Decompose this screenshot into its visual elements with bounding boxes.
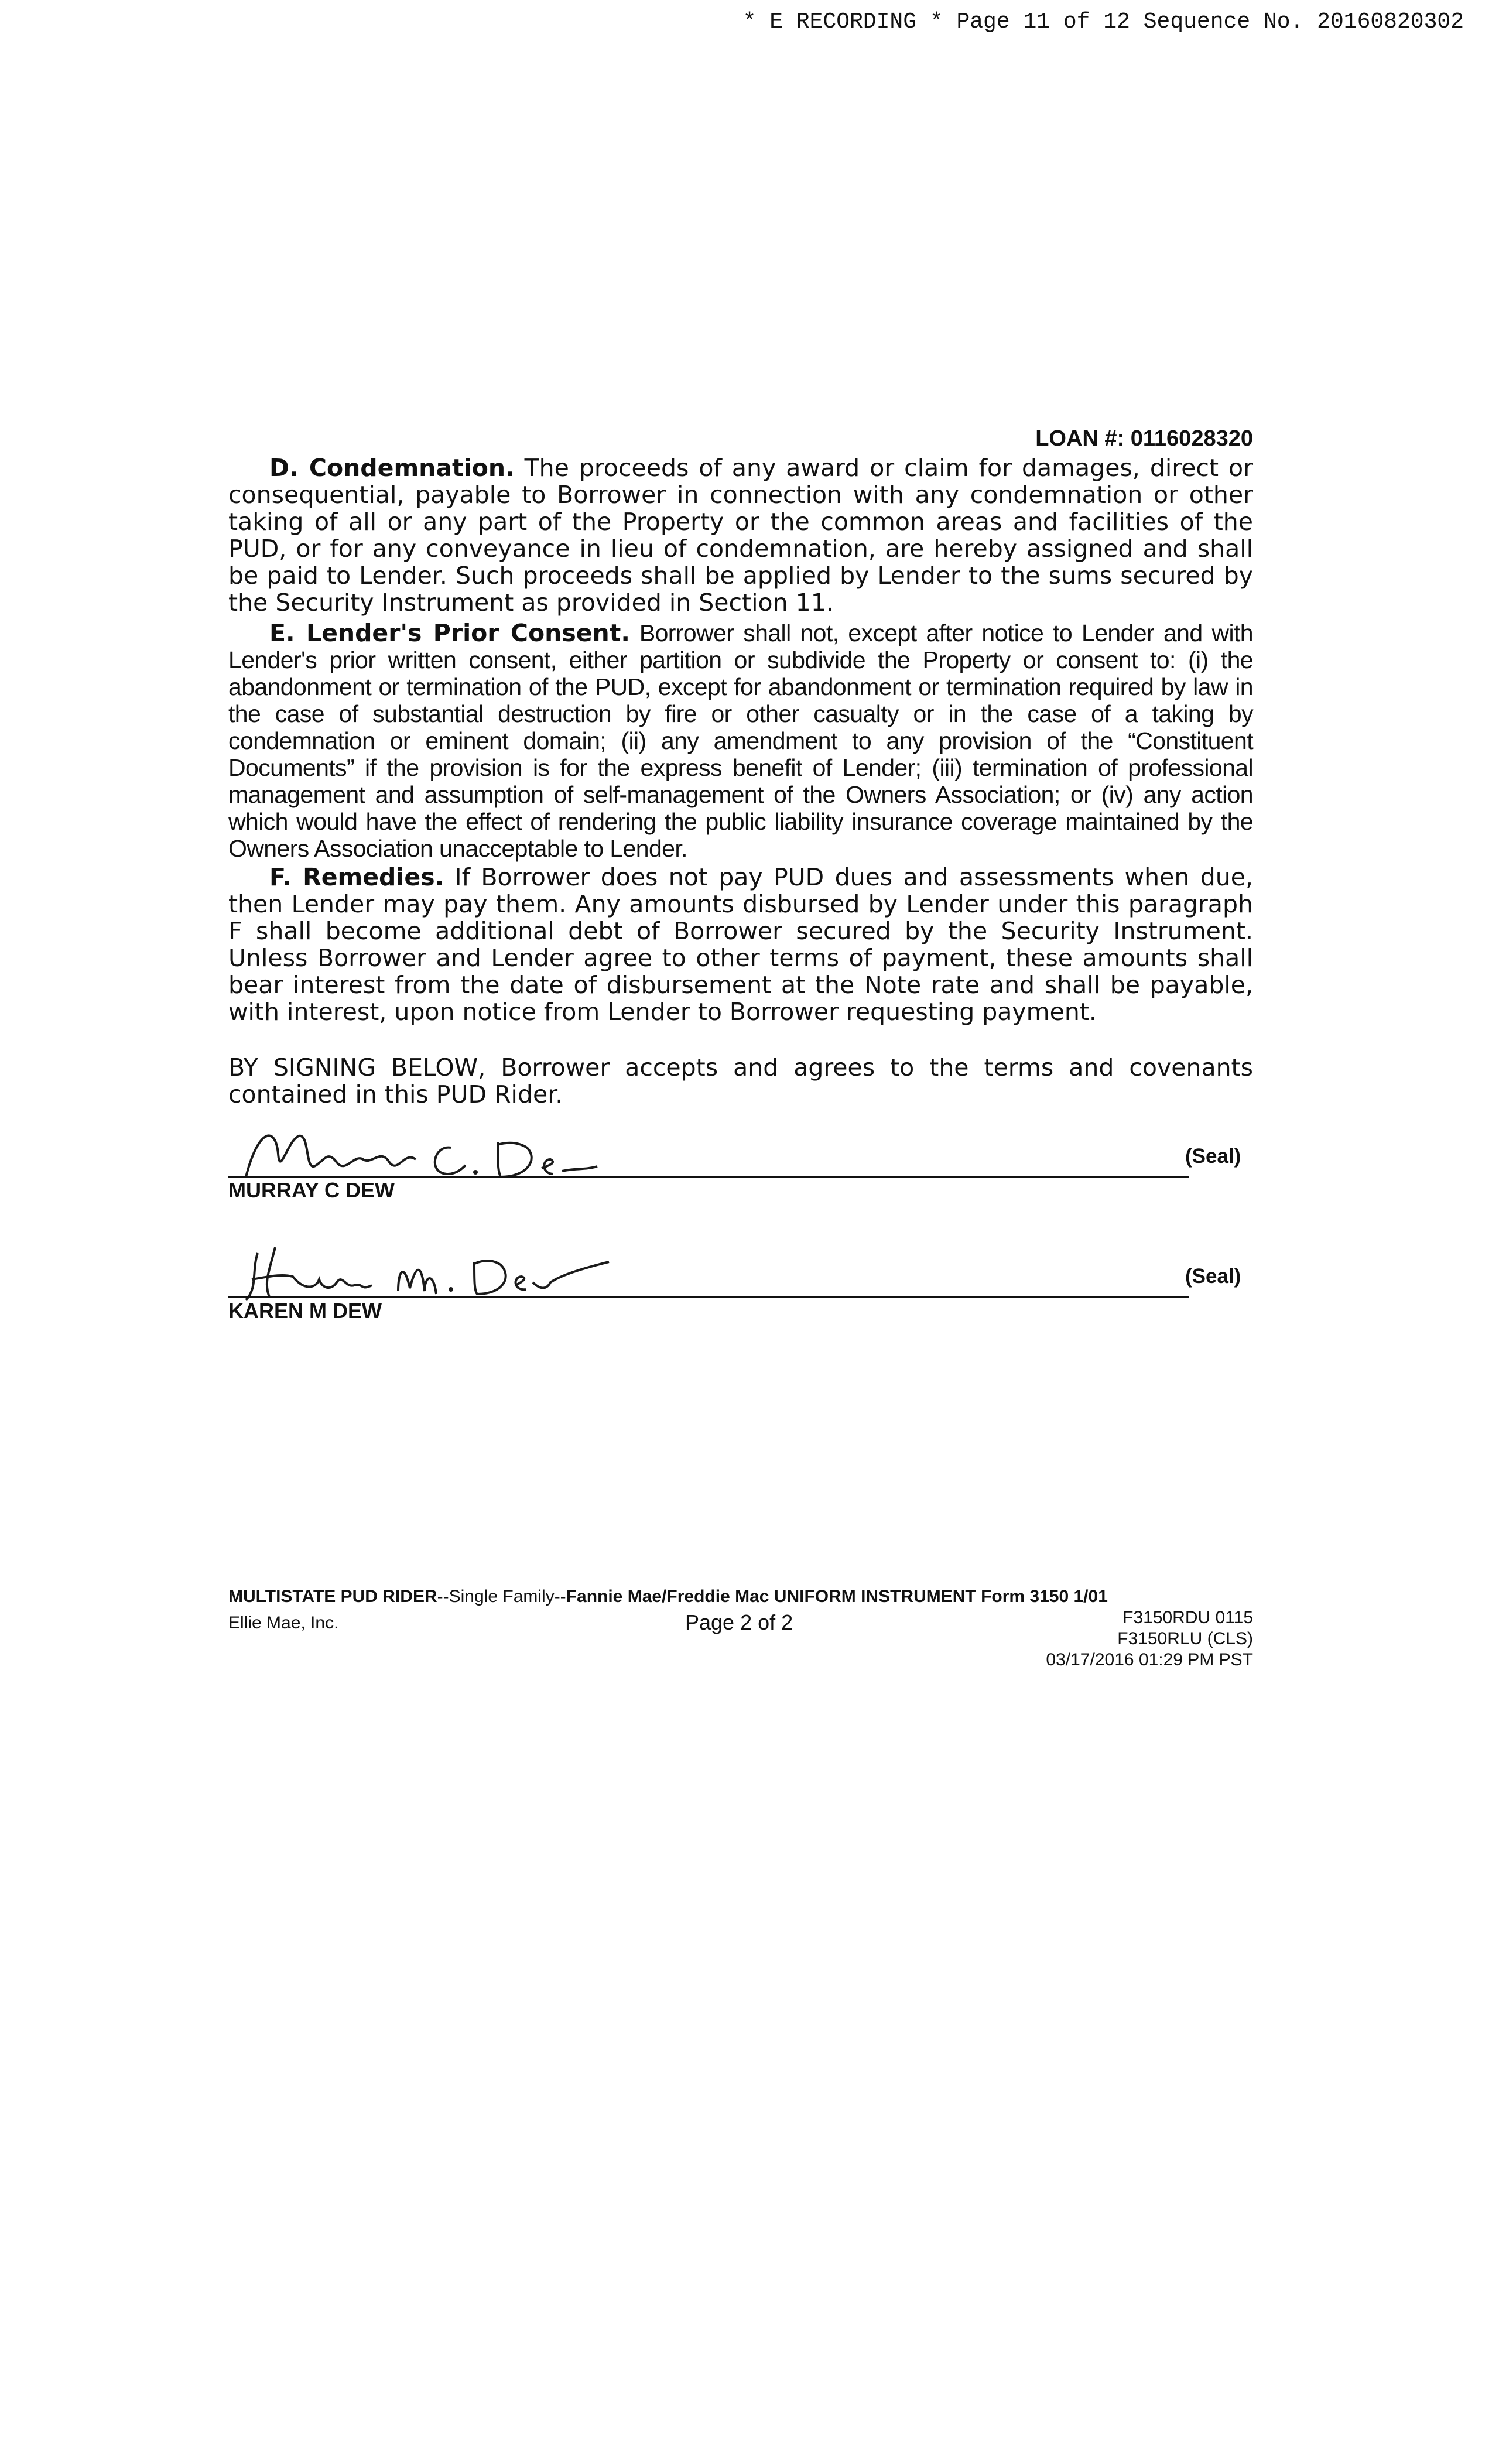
section-heading: E. Lender's Prior Consent. <box>269 619 630 647</box>
signing-statement: BY SIGNING BELOW, Borrower accepts and agrees to the terms and covenants contained in this PUD Rider. <box>228 1053 1253 1108</box>
borrower-name: KAREN M DEW <box>228 1299 382 1323</box>
form-code: F3150RLU (CLS) <box>1117 1629 1253 1648</box>
form-date: 03/17/2016 01:29 PM PST <box>1046 1650 1253 1669</box>
signature-line <box>228 1296 1189 1298</box>
form-title-bold: MULTISTATE PUD RIDER <box>228 1587 437 1606</box>
form-title-rest: --Single Family-- <box>437 1587 566 1606</box>
seal-label: (Seal) <box>1185 1145 1241 1168</box>
section-heading: F. Remedies. <box>269 863 444 891</box>
form-title-bold2: Fannie Mae/Freddie Mac UNIFORM INSTRUMENT Form 3150 1/01 <box>566 1587 1108 1606</box>
seal-label: (Seal) <box>1185 1265 1241 1288</box>
section-lender-consent <box>228 620 1253 862</box>
recording-header: * E RECORDING * Page 11 of 12 Sequence No. 20160820302 <box>742 9 1464 35</box>
signature-line <box>228 1176 1189 1178</box>
page-number: Page 2 of 2 <box>685 1610 793 1634</box>
form-code: F3150RDU 0115 <box>1122 1608 1253 1627</box>
section-body: The proceeds of any award or claim for damages, direct or consequential, payable to Borrower in connection with any condemnation or other taking of all or any part of the Property or the common areas and facilities of the PUD, or for any conveyance in lieu of condemnation, are hereby assigned and shall be paid to Lender. Such proceeds shall be applied by Lender to the sums secured by the Security Instrument as provided in Section 11. <box>228 454 1253 617</box>
loan-number: LOAN #: 0116028320 <box>1035 426 1253 451</box>
form-title <box>228 1587 1108 1607</box>
section-body: If Borrower does not pay PUD dues and assessments when due, then Lender may pay them. Any amounts disbursed by Lender under this paragraph F shall become additional debt of Borrower secured by the Security Instrument. Unless Borrower and Lender agree to other terms of payment, these amounts shall bear interest from the date of disbursement at the Note rate and shall be payable, with interest, upon notice from Lender to Borrower requesting payment. <box>228 863 1253 1026</box>
form-codes <box>995 1607 1253 1671</box>
section-remedies <box>228 864 1253 1025</box>
section-heading: D. Condemnation. <box>269 454 515 482</box>
section-condemnation <box>228 454 1253 616</box>
vendor-name: Ellie Mae, Inc. <box>228 1613 339 1633</box>
section-body: Borrower shall not, except after notice to Lender and with Lender's prior written consent, either partition or subdivide the Property or consent to: (i) the abandonment or termination of the PUD, except for abandonment or termination required by law in the case of substantial destruction by fire or other casualty or in the case of a taking by condemnation or eminent domain; (ii) any amendment to any provision of the “Constituent Documents” if the provision is for the express benefit of Lender; (iii) termination of professional management and assumption of self-management of the Owners Association; or (iv) any action which would have the effect of rendering the public liability insurance coverage maintained by the Owners Association unacceptable to Lender. <box>228 620 1253 862</box>
borrower-name: MURRAY C DEW <box>228 1178 395 1202</box>
